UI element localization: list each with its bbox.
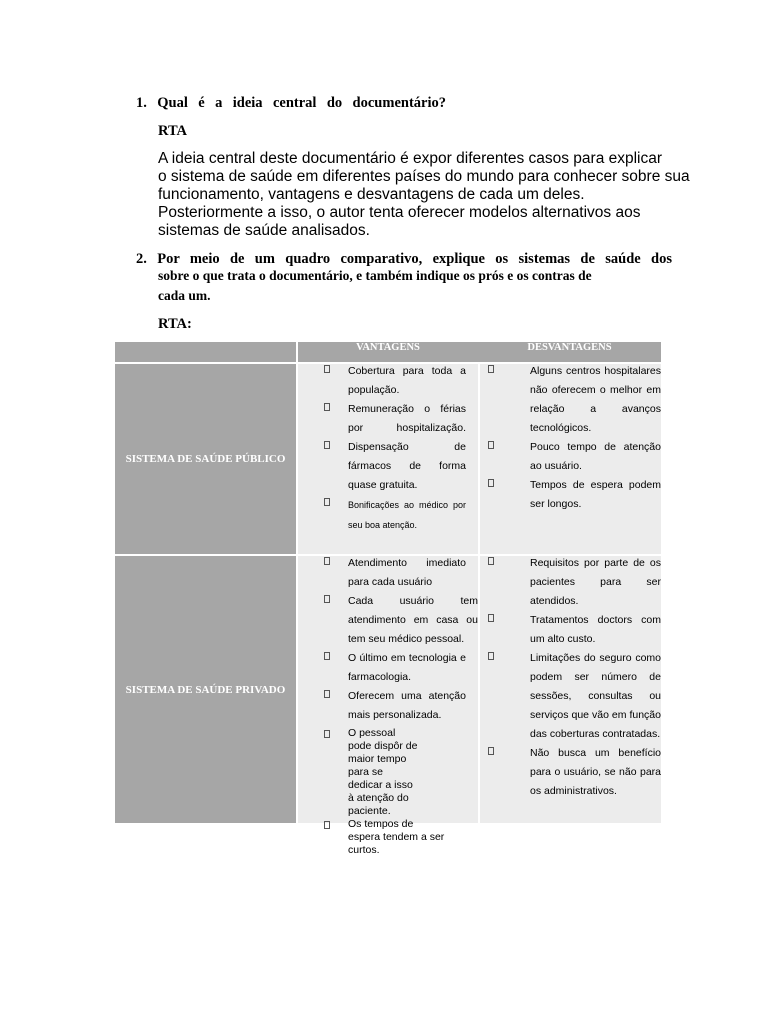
list-item: O pessoal pode dispôr de maior tempo para se dedicar a isso à atenção do paciente. xyxy=(298,727,478,818)
bullet-icon xyxy=(488,614,494,622)
question-number: 1. xyxy=(136,95,147,111)
bullet-icon xyxy=(324,652,330,660)
comparison-table xyxy=(115,342,661,856)
row-label-private: SISTEMA DE SAÚDE PRIVADO xyxy=(115,556,296,823)
question-word: ideia xyxy=(232,95,263,111)
answer-line: sistemas de saúde analisados. xyxy=(158,222,370,239)
bullet-icon xyxy=(324,557,330,565)
list-item: Oferecem uma atenção mais personalizada. xyxy=(298,687,478,725)
rta-label-2: RTA: xyxy=(158,316,192,332)
row-label-public: SISTEMA DE SAÚDE PÚBLICO xyxy=(115,364,296,554)
table-header-desvantagens: DESVANTAGENS xyxy=(478,342,661,362)
list-item: Pouco tempo de atenção ao usuário. xyxy=(480,438,661,476)
public-vantagens-cell xyxy=(298,364,478,554)
bullet-icon xyxy=(488,479,494,487)
list-item: Tempos de espera podem ser longos. xyxy=(480,476,661,514)
list-item: Não busca um benefício para o usuário, se não para os administrativos. xyxy=(480,744,661,801)
bullet-icon xyxy=(488,747,494,755)
question-2-line-1: 2. Por meio de um quadro comparativo, explique os sistemas de saúde dos xyxy=(136,251,672,267)
answer-line: o sistema de saúde em diferentes países do mundo para conhecer sobre sua xyxy=(158,168,690,185)
public-desvantagens-cell xyxy=(480,364,661,554)
bullet-icon xyxy=(488,652,494,660)
question-word: Qual xyxy=(157,95,188,111)
list-item: O último em tecnologia e farmacologia. xyxy=(298,649,478,687)
list-item: Dispensação de fármacos de forma quase gratuita. xyxy=(298,438,478,495)
bullet-icon xyxy=(324,365,330,373)
question-word: a xyxy=(215,95,223,111)
list-item: Alguns centros hospitalares não oferecem o melhor em relação a avanços tecnológicos. xyxy=(480,362,661,438)
list-item: Bonificações ao médico por seu boa atenção. xyxy=(298,495,478,535)
bullet-icon xyxy=(324,441,330,449)
answer-line: funcionamento, vantagens e desvantagens de cada um deles. xyxy=(158,186,585,203)
bullet-icon xyxy=(324,730,330,738)
question-word: é xyxy=(198,95,205,111)
rta-label-1: RTA xyxy=(158,123,188,139)
list-item: Atendimento imediato para cada usuário xyxy=(298,554,478,592)
bullet-icon xyxy=(324,498,330,506)
answer-line: Posteriormente a isso, o autor tenta oferecer modelos alternativos aos xyxy=(158,204,641,221)
bullet-icon xyxy=(324,690,330,698)
list-item: Os tempos de espera tendem a ser curtos. xyxy=(298,818,478,857)
bullet-icon xyxy=(324,595,330,603)
question-2-line-2: sobre o que trata o documentário, e também indique os prós e os contras de xyxy=(158,268,592,283)
table-header-vantagens: VANTAGENS xyxy=(298,342,478,362)
bullet-icon xyxy=(324,403,330,411)
question-1 xyxy=(136,95,446,112)
answer-line: A ideia central deste documentário é expor diferentes casos para explicar xyxy=(158,150,663,167)
private-vantagens-cell xyxy=(298,556,478,856)
bullet-icon xyxy=(488,441,494,449)
answer-paragraph xyxy=(158,150,690,240)
list-item: Tratamentos doctors com um alto custo. xyxy=(480,611,661,649)
bullet-icon xyxy=(488,365,494,373)
list-item: Remuneração o férias por hospitalização. xyxy=(298,400,478,438)
bullet-icon xyxy=(488,557,494,565)
question-2-line-3: cada um. xyxy=(158,288,211,303)
question-word: do xyxy=(326,95,343,111)
private-desvantagens-cell xyxy=(480,556,661,823)
list-item: Cobertura para toda a população. xyxy=(298,362,478,400)
list-item: Requisitos por parte de os pacientes para ser atendidos. xyxy=(480,554,661,611)
question-word: central xyxy=(272,95,317,111)
list-item: Limitações do seguro como podem ser número de sessões, consultas ou serviços que vão em função das coberturas contratadas. xyxy=(480,649,661,744)
column-divider xyxy=(478,364,480,823)
table-header-empty xyxy=(115,342,296,362)
list-item: Cada usuário tem atendimento em casa ou tem seu médico pessoal. xyxy=(298,592,478,649)
question-word: documentário? xyxy=(352,95,446,111)
bullet-icon xyxy=(324,821,330,829)
